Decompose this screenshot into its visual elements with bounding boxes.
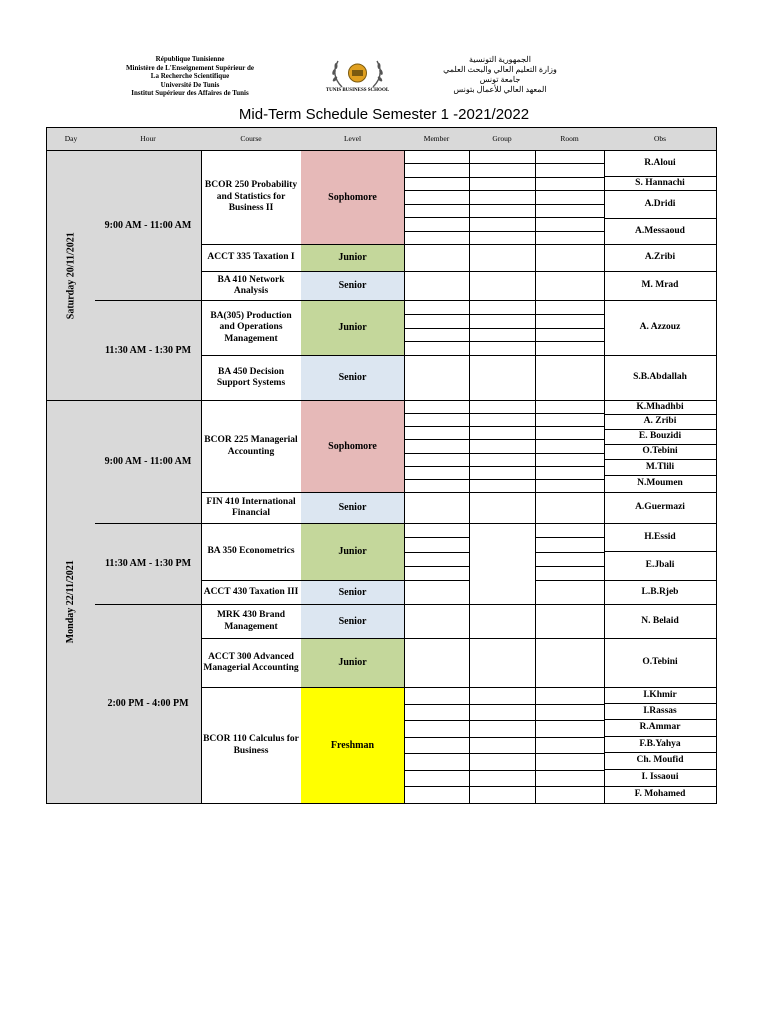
level-cell (301, 639, 405, 688)
room-cell (535, 356, 605, 401)
group-cell (469, 245, 536, 272)
level-cell-text: Senior (338, 586, 367, 598)
hour-cell (95, 151, 202, 301)
level-cell (301, 356, 405, 401)
obs-cell (604, 581, 717, 605)
member-cell (404, 232, 470, 245)
member-cell (404, 567, 470, 581)
level-cell (301, 581, 405, 605)
group-cell (469, 301, 536, 315)
course-cell (201, 493, 302, 524)
room-cell (535, 538, 605, 553)
obs-cell-text: A.Zribi (644, 252, 676, 263)
group-cell (469, 480, 536, 493)
room-cell (535, 553, 605, 567)
member-cell (404, 356, 470, 401)
member-cell (404, 787, 470, 804)
course-cell (201, 524, 302, 581)
obs-cell-text: K.Mhadhbi (636, 401, 684, 412)
header-member (404, 127, 470, 151)
course-cell-text: BA(305) Production and Operations Management (210, 310, 292, 344)
member-cell (404, 467, 470, 480)
group-cell (469, 787, 536, 804)
obs-cell-text: A. Zribi (643, 416, 677, 427)
group-cell (469, 524, 536, 605)
group-cell (469, 232, 536, 245)
day-cell (46, 401, 96, 804)
header-line: وزارة التعليم العالي والبحث العلمي (443, 65, 557, 74)
room-cell (535, 771, 605, 787)
header-day-text: Day (64, 134, 78, 144)
course-cell-text: BCOR 225 Managerial Accounting (204, 435, 298, 457)
obs-cell (604, 460, 717, 476)
room-cell (535, 721, 605, 738)
group-cell (469, 688, 536, 705)
obs-cell-text: F. Mohamed (634, 789, 686, 800)
group-cell (469, 401, 536, 414)
header-line: Université De Tunis (160, 80, 220, 89)
header-group (469, 127, 536, 151)
room-cell (535, 688, 605, 705)
header-line: الجمهورية التونسية (469, 55, 531, 64)
course-cell-text: BA 450 Decision Support Systems (216, 366, 286, 388)
obs-cell (604, 445, 717, 460)
hour-cell (95, 301, 202, 401)
hour-cell (95, 524, 202, 605)
obs-cell-text: H.Essid (644, 531, 676, 542)
room-cell (535, 315, 605, 329)
room-cell (535, 754, 605, 771)
member-cell (404, 164, 470, 178)
obs-cell-text: A.Dridi (644, 198, 676, 209)
room-cell (535, 427, 605, 440)
header-level-text: Level (343, 134, 362, 144)
group-cell (469, 315, 536, 329)
level-cell-text: Junior (338, 546, 367, 558)
obs-cell-text: I.Khmir (643, 689, 677, 700)
level-cell (301, 245, 405, 272)
course-cell (201, 581, 302, 605)
group-cell (469, 191, 536, 205)
member-cell (404, 440, 470, 454)
level-cell-text: Senior (338, 372, 367, 384)
member-cell (404, 538, 470, 553)
member-cell (404, 754, 470, 771)
course-cell (201, 151, 302, 245)
obs-cell-text: S.B.Abdallah (633, 372, 687, 383)
obs-cell (604, 688, 717, 704)
header-day (46, 127, 96, 151)
obs-cell-text: L.B.Rjeb (641, 586, 679, 597)
level-cell-text: Sophomore (328, 191, 377, 203)
member-cell (404, 205, 470, 218)
level-cell-text: Junior (338, 322, 367, 334)
room-cell (535, 329, 605, 342)
member-cell (404, 329, 470, 342)
level-cell-text: Senior (338, 502, 367, 514)
logo-caption: TUNIS BUSINESS SCHOOL (325, 88, 390, 93)
course-cell (201, 272, 302, 301)
group-cell (469, 427, 536, 440)
member-cell (404, 301, 470, 315)
member-cell (404, 771, 470, 787)
hour-cell-text: 9:00 AM - 11:00 AM (104, 456, 192, 468)
level-cell-text: Sophomore (328, 440, 377, 452)
room-cell (535, 567, 605, 581)
obs-cell (604, 720, 717, 737)
room-cell (535, 401, 605, 414)
room-cell (535, 605, 605, 639)
room-cell (535, 493, 605, 524)
obs-cell (604, 177, 717, 191)
group-cell (469, 705, 536, 721)
course-cell-text: ACCT 430 Taxation III (203, 586, 299, 597)
obs-cell (604, 415, 717, 430)
course-cell-text: BA 350 Econometrics (207, 546, 295, 557)
room-cell (535, 738, 605, 754)
level-cell (301, 524, 405, 581)
level-cell-text: Senior (338, 615, 367, 627)
obs-cell-text: E.Jbali (645, 560, 675, 571)
member-cell (404, 272, 470, 301)
room-cell (535, 454, 605, 467)
obs-cell-text: A. Azzouz (639, 322, 681, 333)
level-cell-text: Freshman (330, 739, 375, 751)
header-hour-text: Hour (140, 134, 156, 144)
obs-cell-text: S. Hannachi (635, 177, 685, 188)
group-cell (469, 272, 536, 301)
obs-cell-text: N. Belaid (641, 615, 679, 626)
obs-cell (604, 401, 717, 415)
header-course (201, 127, 302, 151)
header-room (535, 127, 605, 151)
room-cell (535, 342, 605, 356)
level-cell-text: Senior (338, 280, 367, 292)
hour-cell-text: 11:30 AM - 1:30 PM (104, 558, 192, 570)
member-cell (404, 191, 470, 205)
header-line: Ministère de L'Enseignement Supérieur de (125, 63, 255, 72)
obs-cell (604, 639, 717, 688)
group-cell (469, 440, 536, 454)
obs-cell (604, 770, 717, 787)
course-cell-text: BA 410 Network Analysis (217, 274, 285, 296)
obs-cell (604, 151, 717, 177)
header-line: République Tunisienne (155, 55, 225, 63)
group-cell (469, 164, 536, 178)
course-cell (201, 639, 302, 688)
group-cell (469, 414, 536, 427)
obs-cell (604, 493, 717, 524)
header-room-text: Room (560, 134, 579, 144)
obs-cell (604, 301, 717, 356)
group-cell (469, 738, 536, 754)
room-cell (535, 272, 605, 301)
day-cell-text: Monday 22/11/2021 (65, 560, 77, 644)
room-cell (535, 164, 605, 178)
group-cell (469, 721, 536, 738)
member-cell (404, 245, 470, 272)
header-course-text: Course (240, 134, 262, 144)
obs-cell-text: E. Bouzidi (638, 431, 682, 442)
level-cell (301, 688, 405, 804)
group-cell (469, 771, 536, 787)
group-cell (469, 178, 536, 191)
member-cell (404, 721, 470, 738)
course-cell-text: ACCT 335 Taxation I (207, 252, 295, 263)
member-cell (404, 401, 470, 414)
level-cell (301, 301, 405, 356)
group-cell (469, 454, 536, 467)
group-cell (469, 356, 536, 401)
course-cell (201, 688, 302, 804)
room-cell (535, 232, 605, 245)
room-cell (535, 480, 605, 493)
obs-cell (604, 704, 717, 720)
obs-cell-text: R.Ammar (639, 722, 681, 733)
level-cell (301, 605, 405, 639)
obs-cell-text: F.B.Yahya (639, 738, 681, 749)
day-cell-text: Saturday 20/11/2021 (65, 232, 77, 319)
group-cell (469, 342, 536, 356)
level-cell (301, 493, 405, 524)
header-line: Institut Supérieur des Affaires de Tunis (131, 89, 249, 97)
obs-cell (604, 272, 717, 301)
obs-cell (604, 524, 717, 552)
level-cell-text: Junior (338, 252, 367, 264)
obs-cell-text: A.Messaoud (635, 225, 685, 236)
header-member-text: Member (423, 134, 450, 144)
obs-cell-text: N.Moumen (637, 478, 683, 489)
obs-cell-text: A.Guermazi (635, 502, 685, 513)
course-cell (201, 605, 302, 639)
header-line: La Recherche Scientifique (150, 72, 230, 80)
obs-cell (604, 245, 717, 272)
member-cell (404, 688, 470, 705)
obs-cell-text: R.Aloui (644, 157, 676, 168)
room-cell (535, 245, 605, 272)
course-cell (201, 401, 302, 493)
member-cell (404, 639, 470, 688)
member-cell (404, 414, 470, 427)
header-group-text: Group (492, 134, 512, 144)
room-cell (535, 218, 605, 232)
course-cell-text: ACCT 300 Advanced Managerial Accounting (203, 651, 299, 673)
obs-cell (604, 787, 717, 804)
obs-cell (604, 219, 717, 245)
group-cell (469, 205, 536, 218)
group-cell (469, 329, 536, 342)
level-cell (301, 151, 405, 245)
obs-cell (604, 552, 717, 581)
room-cell (535, 440, 605, 454)
hour-cell-text: 11:30 AM - 1:30 PM (104, 344, 192, 356)
room-cell (535, 205, 605, 218)
obs-cell (604, 356, 717, 401)
course-cell-text: BCOR 250 Probability and Statistics for Business II (204, 180, 298, 214)
course-cell (201, 356, 302, 401)
obs-cell (604, 476, 717, 493)
obs-cell (604, 753, 717, 770)
obs-cell-text: M. Mrad (641, 280, 679, 291)
group-cell (469, 218, 536, 232)
member-cell (404, 151, 470, 164)
obs-cell-text: I. Issaoui (641, 772, 679, 783)
obs-cell-text: O.Tebini (642, 657, 678, 668)
room-cell (535, 581, 605, 605)
room-cell (535, 705, 605, 721)
obs-cell (604, 605, 717, 639)
hour-cell (95, 605, 202, 804)
member-cell (404, 480, 470, 493)
course-cell-text: FIN 410 International Financial (206, 496, 296, 518)
course-cell (201, 245, 302, 272)
level-cell (301, 401, 405, 493)
group-cell (469, 151, 536, 164)
obs-cell-text: Ch. Moufid (636, 755, 684, 766)
header-line: جامعة تونس (479, 75, 521, 84)
member-cell (404, 315, 470, 329)
member-cell (404, 524, 470, 538)
room-cell (535, 639, 605, 688)
group-cell (469, 639, 536, 688)
room-cell (535, 178, 605, 191)
group-cell (469, 754, 536, 771)
hour-cell-text: 2:00 PM - 4:00 PM (107, 698, 189, 710)
room-cell (535, 301, 605, 315)
room-cell (535, 467, 605, 480)
member-cell (404, 178, 470, 191)
group-cell (469, 467, 536, 480)
member-cell (404, 738, 470, 754)
obs-cell (604, 191, 717, 219)
level-cell-text: Junior (338, 657, 367, 669)
room-cell (535, 151, 605, 164)
group-cell (469, 493, 536, 524)
member-cell (404, 427, 470, 440)
course-cell (201, 301, 302, 356)
course-cell-text: BCOR 110 Calculus for Business (203, 734, 299, 756)
member-cell (404, 553, 470, 567)
header-obs-text: Obs (653, 134, 667, 144)
group-cell (469, 605, 536, 639)
obs-cell-text: O.Tebini (642, 446, 678, 457)
member-cell (404, 605, 470, 639)
member-cell (404, 342, 470, 356)
member-cell (404, 581, 470, 605)
room-cell (535, 414, 605, 427)
obs-cell (604, 430, 717, 445)
member-cell (404, 218, 470, 232)
room-cell (535, 191, 605, 205)
member-cell (404, 493, 470, 524)
room-cell (535, 524, 605, 538)
member-cell (404, 705, 470, 721)
page-title: Mid-Term Schedule Semester 1 -2021/2022 (238, 106, 530, 123)
header-level (301, 127, 405, 151)
obs-cell (604, 737, 717, 753)
header-line: المعهد العالي للأعمال بتونس (453, 85, 547, 94)
room-cell (535, 787, 605, 804)
day-cell (46, 151, 96, 401)
header-hour (95, 127, 202, 151)
level-cell (301, 272, 405, 301)
member-cell (404, 454, 470, 467)
obs-cell-text: M.Tlili (645, 461, 675, 472)
hour-cell (95, 401, 202, 524)
header-obs (604, 127, 717, 151)
course-cell-text: MRK 430 Brand Management (216, 610, 286, 632)
obs-cell-text: I.Rassas (643, 705, 677, 716)
hour-cell-text: 9:00 AM - 11:00 AM (104, 219, 192, 231)
